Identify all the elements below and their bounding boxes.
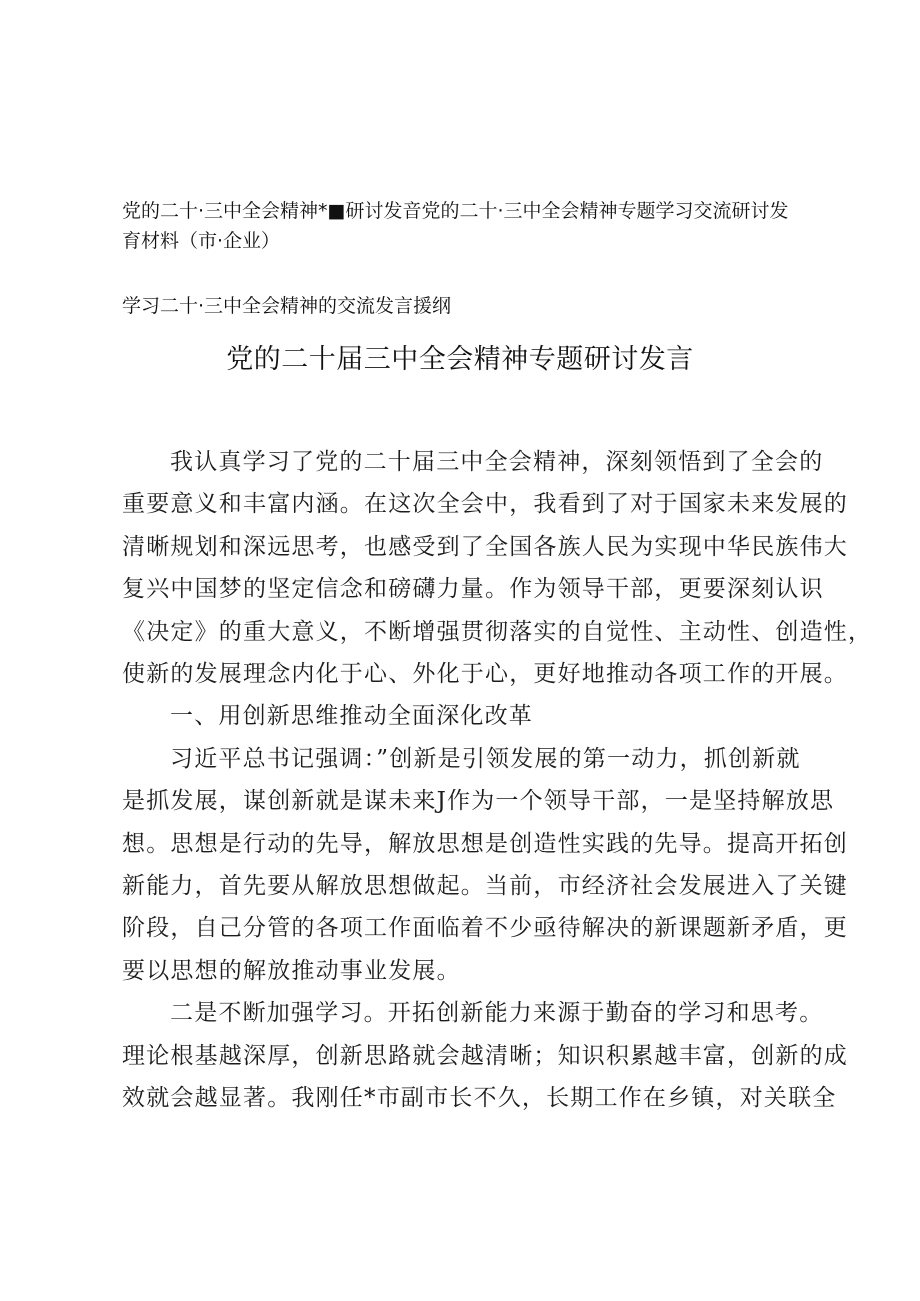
paragraph-line: 要以思想的解放推动事业发展。 — [122, 957, 461, 984]
paragraph-line: 清晰规划和深远思考，也感受到了全国各族人民为实现中华民族伟大 — [122, 533, 848, 560]
paragraph-line: 习近平总书记强调：”创新是引领发展的第一动力，抓创新就 — [170, 745, 801, 772]
document-body — [122, 441, 873, 1120]
paragraph-line: 复兴中国梦的坚定信念和磅礴力量。作为领导干部，更要深刻认识 — [122, 576, 824, 603]
paragraph-line: 是抓发展，谋创新就是谋未来J作为一个领导干部，一是坚持解放思 — [122, 788, 835, 815]
header-line-2: 育材料（市·企业） — [122, 230, 281, 252]
section-heading-text: 一、用创新思维推动全面深化改革 — [170, 703, 533, 730]
section-heading — [122, 695, 812, 737]
document-title: 党的二十届三中全会精神专题研讨发言 — [226, 344, 694, 375]
paragraph-line: 理论根基越深厚，创新思路就会越清晰；知识积累越丰富，创新的成 — [122, 1042, 848, 1069]
paragraph-line: 重要意义和丰富内涵。在这次全会中，我看到了对于国家未来发展的 — [122, 491, 848, 518]
paragraph-line: 使新的发展理念内化于心、外化于心，更好地推动各项工作的开展。 — [122, 661, 848, 688]
paragraph-line: 阶段，自己分管的各项工作面临着不少亟待解决的新课题新矛盾，更 — [122, 915, 848, 942]
paragraph-line: 新能力，首先要从解放思想做起。当前，市经济社会发展进入了关键 — [122, 873, 848, 900]
header-line-3: 学习二十·三中全会精神的交流发言援纲 — [122, 295, 452, 317]
paragraph-2 — [122, 738, 848, 992]
paragraph-line: 想。思想是行动的先导，解放思想是创造性实践的先导。提高开拓创 — [122, 830, 848, 857]
header-line-1: 党的二十·三中全会精神*■研讨发音党的二十·三中全会精神专题学习交流研讨发 — [122, 200, 789, 222]
paragraph-line: 《决定》的重大意义，不断增强贯彻落实的自觉性、主动性、创造性， — [122, 618, 873, 645]
paragraph-line: 二是不断加强学习。开拓创新能力来源于勤奋的学习和思考。 — [170, 1000, 824, 1027]
paragraph-3 — [122, 992, 848, 1119]
paragraph-line: 效就会越显著。我刚任*市副市长不久，长期工作在乡镇，对关联全 — [122, 1085, 837, 1112]
paragraph-line: 我认真学习了党的二十届三中全会精神，深刻领悟到了全会的 — [170, 449, 824, 475]
paragraph-1 — [122, 441, 873, 695]
